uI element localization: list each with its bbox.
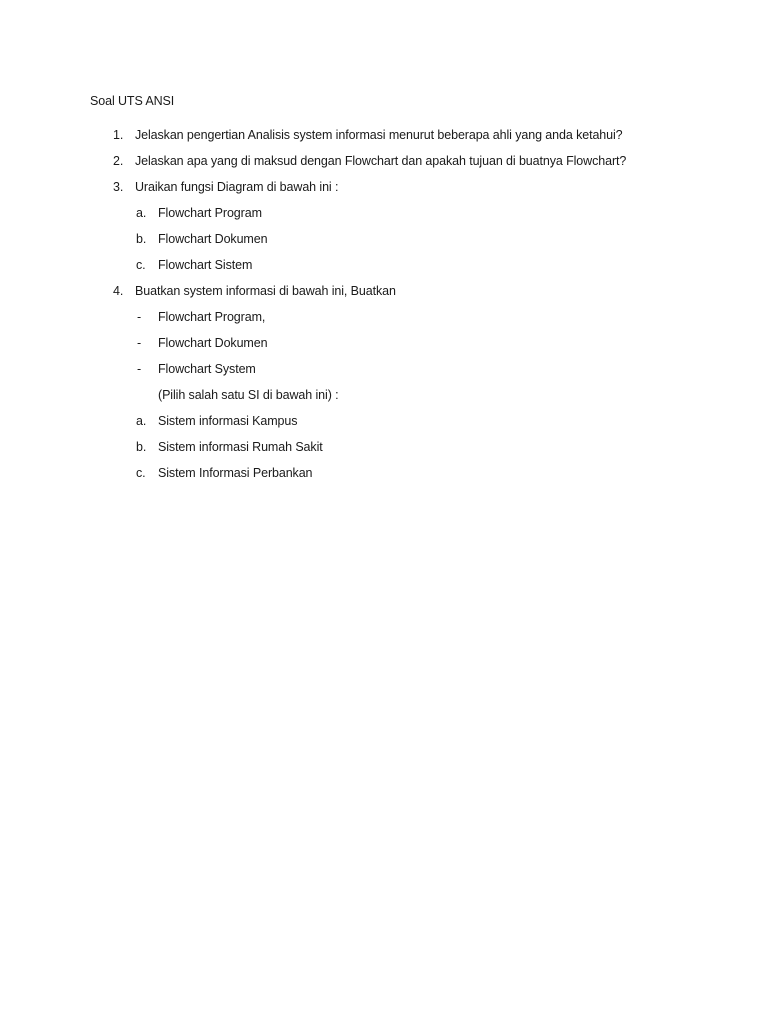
question-3-item-b-text: Flowchart Dokumen	[158, 232, 268, 246]
document-title: Soal UTS ANSI	[90, 94, 175, 108]
question-4-dash-2-text: Flowchart Dokumen	[158, 336, 268, 350]
question-4-dash-3-text: Flowchart System	[158, 362, 256, 376]
question-1-text: Jelaskan pengertian Analisis system informasi menurut beberapa ahli yang anda ketahui?	[135, 128, 623, 142]
question-4-number: 4.	[113, 284, 124, 298]
question-3-item-c-text: Flowchart Sistem	[158, 258, 253, 272]
question-3-text: Uraikan fungsi Diagram di bawah ini :	[135, 180, 339, 194]
question-3-item-a-marker: a.	[136, 206, 147, 220]
question-4-item-a-marker: a.	[136, 414, 147, 428]
question-4-item-b-text: Sistem informasi Rumah Sakit	[158, 440, 323, 454]
question-3-number: 3.	[113, 180, 124, 194]
question-4-item-c-text: Sistem Informasi Perbankan	[158, 466, 313, 480]
question-2-number: 2.	[113, 154, 124, 168]
question-4-item-c-marker: c.	[136, 466, 146, 480]
question-1-number: 1.	[113, 128, 124, 142]
question-4-dash-1-marker: -	[137, 310, 142, 324]
question-3-item-a-text: Flowchart Program	[158, 206, 262, 220]
question-4-item-b-marker: b.	[136, 440, 147, 454]
question-3-item-c-marker: c.	[136, 258, 146, 272]
question-4-dash-3-marker: -	[137, 362, 142, 376]
question-4-item-a-text: Sistem informasi Kampus	[158, 414, 298, 428]
question-4-dash-2-marker: -	[137, 336, 142, 350]
question-2-text: Jelaskan apa yang di maksud dengan Flowchart dan apakah tujuan di buatnya Flowchart?	[135, 154, 627, 168]
question-4-text: Buatkan system informasi di bawah ini, Buatkan	[135, 284, 396, 298]
question-3-item-b-marker: b.	[136, 232, 147, 246]
question-4-note: (Pilih salah satu SI di bawah ini) :	[158, 388, 339, 402]
question-4-dash-1-text: Flowchart Program,	[158, 310, 266, 324]
